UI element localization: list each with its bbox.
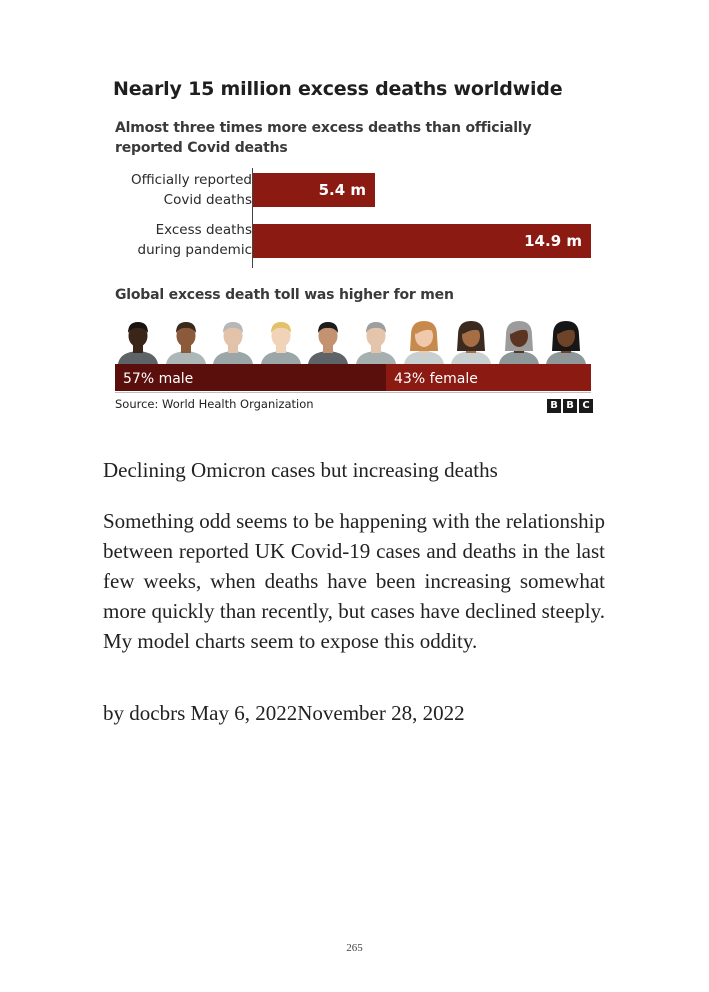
page-number: 265 [346,942,363,954]
logo-letter: C [579,399,593,413]
bar-value-label: 14.9 m [524,232,582,250]
source-note: Source: World Health Organization [115,397,314,411]
male-person-icon [306,318,350,364]
female-person-icon [402,318,446,364]
article-body: Something odd seems to be happening with the relationship between reported UK Covid-19 cases and deaths in the last few weeks, when deaths have been increasing somewhat more quickly than recently, but cases have declined steeply. My model charts seem to expose this oddity. [103,509,605,653]
male-person-icon [354,318,398,364]
male-person-icon [164,318,208,364]
infographic-subtitle: Almost three times more excess deaths than officially reported Covid deaths [115,120,532,156]
bbc-infographic [110,70,596,420]
female-person-icon [497,318,541,364]
bar-excess-deaths [253,224,591,258]
bar-label-line: during pandemic [137,242,252,258]
male-person-icon [116,318,160,364]
logo-letter: B [563,399,577,413]
infographic-title: Nearly 15 million excess deaths worldwide [113,78,563,100]
people-icon-row [115,318,591,364]
female-label: 43% female [394,371,478,387]
gender-section-title: Global excess death toll was higher for men [115,287,454,303]
bar-label-line: Excess deaths [155,222,252,238]
article-heading: Declining Omicron cases but increasing deaths [103,458,498,482]
bbc-logo [547,399,593,413]
male-person-icon [211,318,255,364]
source-divider [115,392,591,393]
bar-reported-deaths [253,173,375,207]
deaths-bar-chart [110,168,596,268]
male-label: 57% male [123,371,194,387]
gender-split-bar [115,364,591,391]
bar-value-label: 5.4 m [318,181,366,199]
bar-label-reported [131,170,252,210]
male-person-icon [259,318,303,364]
article-byline: by docbrs May 6, 2022November 28, 2022 [103,701,465,725]
bar-label-excess [138,220,252,260]
male-segment [115,364,386,391]
bar-label-line: Covid deaths [163,192,252,208]
female-person-icon [449,318,493,364]
bar-label-line: Officially reported [130,172,252,188]
female-person-icon [544,318,588,364]
female-segment [386,364,591,391]
logo-letter: B [547,399,561,413]
